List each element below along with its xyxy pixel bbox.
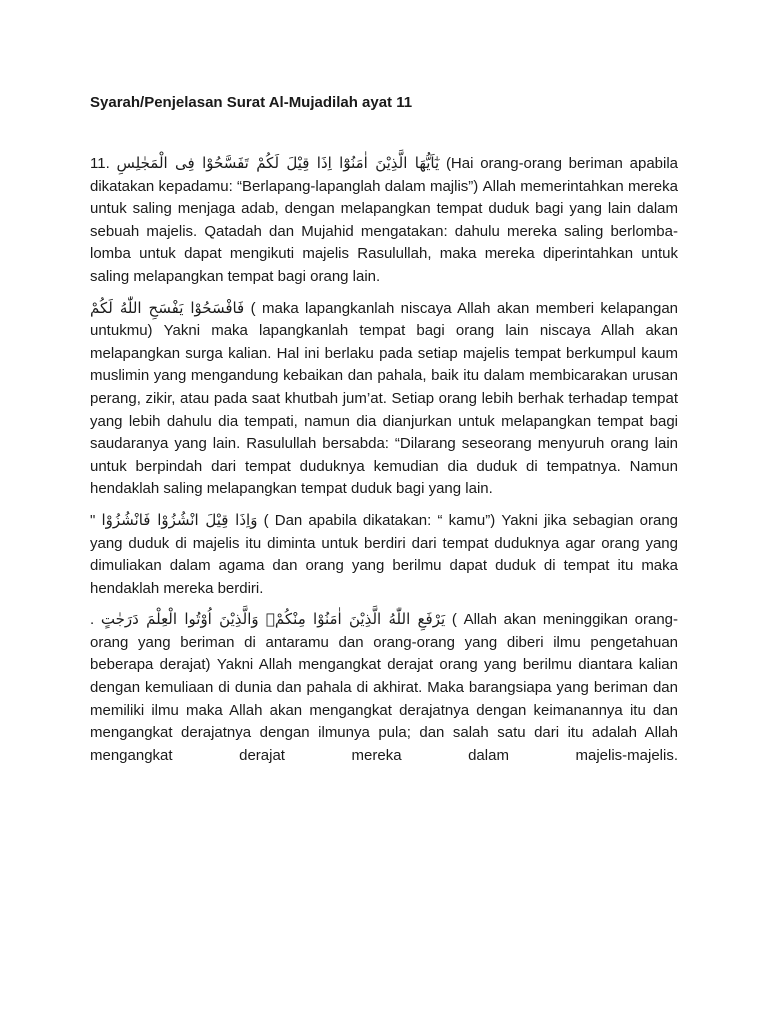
paragraph-lead: 11.: [90, 155, 110, 172]
paragraph-text: ( Dan apabila dikatakan: “ kamu”) Yakni jika sebagian orang yang duduk di majelis itu diminta untuk berdiri dari tempat duduknya agar orang yang dimuliakan dalam agama dan orang yang berilmu dapat duduk di tempat itu maka hendaklah mereka berdiri.: [90, 511, 679, 597]
arabic-verse: يَرْفَعِ اللّٰهُ الَّذِيْنَ اٰمَنُوْا مِنْكُمْۙ وَالَّذِيْنَ اُوْتُوا الْعِلْمَ دَرَجٰتٍ: [100, 610, 446, 629]
paragraph-text: ( maka lapangkanlah niscaya Allah akan memberi kelapangan untukmu) Yakni maka lapangkanlah tempat bagi orang lain niscaya Allah akan melapangkan surga kalian. Hal ini berlaku pada setiap majelis tempat berkumpul kaum muslimin yang mengandung kebaikan dan pahala, baik itu dalam membicarakan urusan perang, zikir, atau pada saat khutbah jum’at. Setiap orang lebih berhak terhadap tempat yang lebih dahulu dia tempati, namun dia dianjurkan untuk melapangkan tempat bagi saudaranya yang lain. Rasulullah bersabda: “Dilarang seseorang menyuruh orang lain untuk berpindah dari tempat duduknya kemudian dia duduk di tempatnya. Namun hendaklah saling melapangkan tempat duduk bagi yang lain.: [90, 299, 679, 498]
document-title: Syarah/Penjelasan Surat Al-Mujadilah ayat 11: [90, 94, 413, 111]
arabic-verse: يٰٓاَيُّهَا الَّذِيْنَ اٰمَنُوْٓا اِذَا قِيْلَ لَكُمْ تَفَسَّحُوْا فِى الْمَجٰلِسِ: [116, 154, 440, 172]
paragraph-lead: ": [90, 511, 96, 529]
paragraph-lead: .: [90, 611, 95, 629]
document-page: [90, 92, 678, 775]
paragraph-text: (Hai orang-orang beriman apabila dikatakan kepadamu: “Berlapang-lapanglah dalam majlis”) Allah memerintahkan mereka untuk saling menjaga adab, dengan melapangkan tempat duduk bagi yang lain dalam sebuah majelis. Qatadah dan Mujahid mengatakan: dahulu mereka saling berlomba-lomba untuk dapat mengikuti majelis Rasulullah, maka mereka diperintahkan untuk saling melapangkan tempat bagi orang lain.: [90, 155, 679, 285]
paragraph-2: [90, 297, 678, 501]
arabic-verse: فَافْسَحُوْا يَفْسَحِ اللّٰهُ لَكُمْ: [90, 298, 245, 317]
arabic-verse: وَاِذَا قِيْلَ انْشُزُوْا فَانْشُزُوْا: [101, 510, 258, 529]
paragraph-4: [90, 608, 678, 767]
paragraph-1: [90, 152, 678, 289]
paragraph-3: [90, 509, 678, 600]
paragraph-text: ( Allah akan meninggikan orang-orang yang beriman di antaramu dan orang-orang yang diberi ilmu pengetahuan beberapa derajat) Yakni Allah mengangkat derajat orang yang berilmu diantara kalian dengan kemuliaan di dunia dan pahala di akhirat. Maka barangsiapa yang beriman dan memiliki ilmu maka Allah akan mengangkat derajatnya dengan keimanannya itu dan mengangkat derajatnya dengan ilmunya pula; dan salah satu dari itu adalah Allah mengangkat derajat mereka dalam majelis-majelis.: [90, 611, 679, 764]
